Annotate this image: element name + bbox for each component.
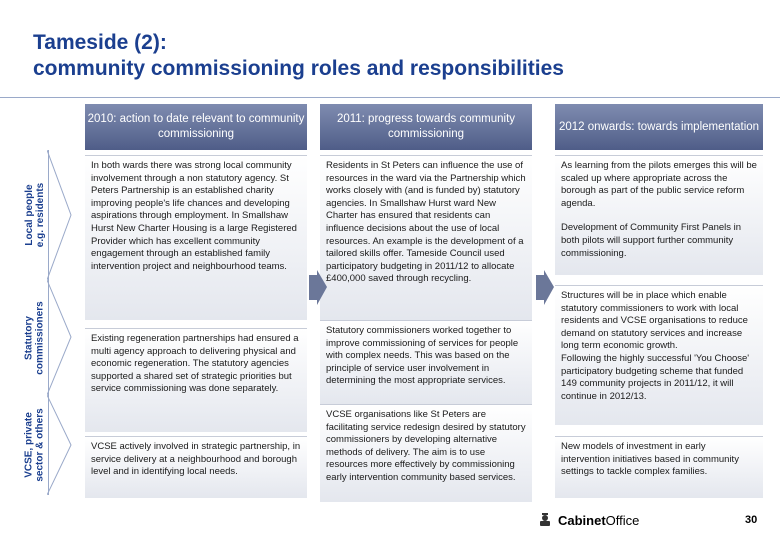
cell-2012-para-2: Development of Community First Panels in both pilots will support further community commissioning. (561, 222, 742, 259)
row-label-vcse-text: VCSE, private sector & others (24, 408, 47, 482)
cell-2011-statutory (320, 320, 532, 404)
progress-arrow-2-icon (534, 270, 556, 305)
page-title-line-1: Tameside (2): (33, 31, 167, 54)
logo-text-regular: Office (605, 512, 640, 528)
column-header-2011: 2011: progress towards community commissioning (320, 104, 532, 150)
row-arrow-statutory-icon (47, 280, 76, 395)
cell-2012-top (555, 155, 763, 275)
page-title (33, 30, 564, 82)
row-label-statutory (22, 280, 49, 395)
cell-2011-statutory-text: Statutory commissioners worked together to improve commissioning of services for people with complex needs. This was based on the principle of service user involvement in determining the most appropriate services. (326, 325, 519, 387)
row-label-local-people (22, 150, 49, 280)
page-title-line-2: community commissioning roles and responsibilities (33, 57, 564, 80)
cell-2010-local-people-text: In both wards there was strong local community involvement through a non statutory agency. St Peters Partnership is an established charity improving people's life chances and developing aspirations through employment. In Smallshaw Hurst New Charter Housing is a large Registered Provider which has excellent community engagement through an established family intervention project and neighbourhood teams. (91, 160, 297, 272)
title-divider (0, 97, 780, 98)
cabinet-office-logo (537, 512, 639, 528)
cell-2011-vcse-text: VCSE organisations like St Peters are facilitating service redesign desired by statutory commissioners by developing alternative methods of delivery. The aim is to use resources more effectively by commissioning early intervention community based services. (326, 409, 526, 483)
cell-2012-para-5: New models of investment in early intervention initiatives based in community settings to tackle complex families. (561, 441, 739, 478)
cell-2012-para-4: Following the highly successful 'You Choose' participatory budgeting scheme that funded 149 community projects in 2011/12, it will continue in 2012/13. (561, 352, 750, 402)
cell-2010-vcse-text: VCSE actively involved in strategic partnership, in service delivery at a neighbourhood and borough level and in identifying local needs. (91, 441, 301, 478)
column-header-2010: 2010: action to date relevant to community commissioning (85, 104, 307, 150)
cell-2011-local-people-text: Residents in St Peters can influence the use of resources in the ward via the Partnership which works closely with (and is funded by) statutory agencies. In Smallshaw Hurst ward New Charter has ensured that residents can influence decisions about the use of local resources. An example is the development of a tailored skills offer. Tameside Council used participatory budgeting in 2011/12 to allocate £400,000 saved through recycling. (326, 160, 526, 285)
cell-2012-middle (555, 285, 763, 425)
row-label-vcse (22, 395, 49, 495)
page-number: 30 (745, 514, 758, 526)
row-arrow-vcse-icon (47, 395, 76, 495)
progress-arrow-1-icon (307, 270, 329, 305)
logo-text-bold: Cabinet (558, 512, 606, 528)
cell-2010-vcse (85, 436, 307, 498)
cell-2012-bottom (555, 436, 763, 498)
cell-2012-para-1: As learning from the pilots emerges this will be scaled up where appropriate across the borough as part of the public service reform agenda. (561, 160, 757, 209)
cell-2010-statutory-text: Existing regeneration partnerships had ensured a multi agency approach to delivering physical and economic regeneration. The statutory agencies supported a shared set of strategic priorities but service commissioning was done separately. (91, 333, 299, 395)
row-arrow-local-people-icon (47, 150, 76, 280)
cell-2010-statutory (85, 328, 307, 432)
row-label-local-people-text: Local people e.g. residents (24, 182, 46, 248)
cell-2011-local-people (320, 155, 532, 320)
cell-2012-para-3: Structures will be in place which enable statutory commissioners to work with local residents and VCSE organisations to reduce demand on statutory services and increase long term economic growth. (561, 290, 748, 352)
cell-2011-vcse (320, 404, 532, 502)
row-label-statutory-text: Statutory commissioners (24, 300, 46, 375)
royal-crest-icon (537, 512, 553, 528)
column-header-2012: 2012 onwards: towards implementation (555, 104, 763, 150)
cell-2010-local-people (85, 155, 307, 320)
